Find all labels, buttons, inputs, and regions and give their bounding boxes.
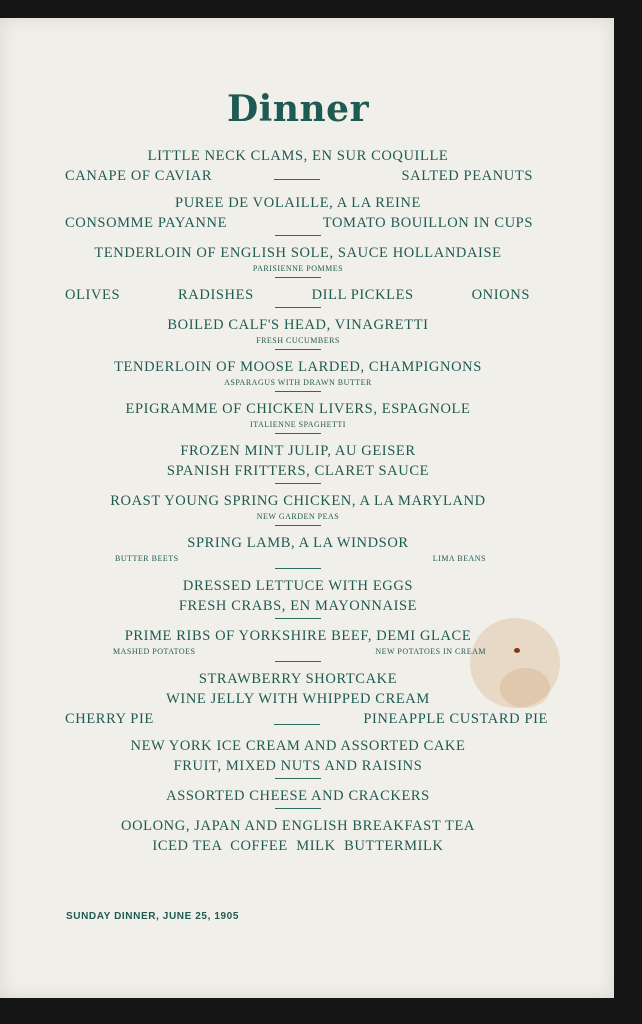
course-12-right: NEW POTATOES IN CREAM bbox=[375, 647, 486, 656]
course-13-right: PINEAPPLE CUSTARD PIE bbox=[363, 711, 548, 727]
course-13-line-2: WINE JELLY WITH WHIPPED CREAM bbox=[166, 691, 430, 707]
course-16-line-2: ICED TEA COFFEE MILK BUTTERMILK bbox=[152, 838, 444, 854]
course-11-line-1: DRESSED LETTUCE WITH EGGS bbox=[182, 578, 414, 594]
course-3-line-1: TENDERLOIN OF ENGLISH SOLE, SAUCE HOLLANDAISE bbox=[94, 245, 502, 261]
course-2-right: TOMATO BOUILLON IN CUPS bbox=[322, 215, 533, 231]
course-1-right: SALTED PEANUTS bbox=[401, 168, 533, 184]
course-7-line-1: EPIGRAMME OF CHICKEN LIVERS, ESPAGNOLE bbox=[125, 401, 471, 417]
course-2-line-1: PUREE DE VOLAILLE, A LA REINE bbox=[175, 195, 421, 211]
course-1-line-1: LITTLE NECK CLAMS, EN SUR COQUILLE bbox=[147, 148, 449, 164]
course-11-line-2: FRESH CRABS, EN MAYONNAISE bbox=[178, 598, 418, 614]
course-7-garnish: ITALIENNE SPAGHETTI bbox=[250, 420, 346, 429]
course-6-garnish: ASPARAGUS WITH DRAWN BUTTER bbox=[224, 378, 372, 387]
course-15-line-1: ASSORTED CHEESE AND CRACKERS bbox=[166, 788, 430, 804]
course-10-line-1: SPRING LAMB, A LA WINDSOR bbox=[187, 535, 409, 551]
divider bbox=[274, 724, 320, 725]
course-16-line-1: OOLONG, JAPAN AND ENGLISH BREAKFAST TEA bbox=[121, 818, 475, 834]
course-13-sides bbox=[58, 709, 548, 729]
course-12-line-1: PRIME RIBS OF YORKSHIRE BEEF, DEMI GLACE bbox=[124, 628, 472, 644]
course-9-garnish: NEW GARDEN PEAS bbox=[256, 512, 340, 521]
course-10-sides bbox=[58, 553, 538, 565]
menu-body bbox=[58, 146, 548, 856]
course-13-line-1: STRAWBERRY SHORTCAKE bbox=[198, 671, 398, 687]
course-4-relishes bbox=[58, 285, 538, 305]
course-14-line-1: NEW YORK ICE CREAM AND ASSORTED CAKE bbox=[130, 738, 466, 754]
course-6-line-1: TENDERLOIN OF MOOSE LARDED, CHAMPIGNONS bbox=[114, 359, 482, 375]
course-5-line-1: BOILED CALF'S HEAD, VINAGRETTI bbox=[167, 317, 429, 333]
menu-title: Dinner bbox=[226, 88, 370, 130]
course-8-line-1: FROZEN MINT JULIP, AU GEISER bbox=[180, 443, 416, 459]
course-10-left: BUTTER BEETS bbox=[115, 554, 179, 563]
course-2-sides bbox=[58, 213, 538, 233]
divider bbox=[274, 179, 320, 180]
relish-item: ONIONS bbox=[471, 287, 530, 303]
course-3-garnish: PARISIENNE POMMES bbox=[252, 264, 344, 273]
course-2-left: CONSOMME PAYANNE bbox=[65, 215, 228, 231]
course-12-sides bbox=[58, 646, 538, 658]
relish-item: RADISHES bbox=[178, 287, 254, 303]
course-5-garnish: FRESH CUCUMBERS bbox=[256, 336, 340, 345]
course-14-line-2: FRUIT, MIXED NUTS AND RAISINS bbox=[173, 758, 423, 774]
course-1-left: CANAPE OF CAVIAR bbox=[65, 168, 213, 184]
course-12-left: MASHED POTATOES bbox=[113, 647, 196, 656]
course-1-sides bbox=[58, 166, 538, 186]
course-8-line-2: SPANISH FRITTERS, CLARET SAUCE bbox=[166, 463, 430, 479]
menu-date-footer: SUNDAY DINNER, JUNE 25, 1905 bbox=[66, 911, 239, 922]
course-9-line-1: ROAST YOUNG SPRING CHICKEN, A LA MARYLAND bbox=[110, 493, 486, 509]
course-13-left: CHERRY PIE bbox=[65, 711, 154, 727]
relish-item: DILL PICKLES bbox=[311, 287, 414, 303]
relish-item: OLIVES bbox=[65, 287, 121, 303]
course-10-right: LIMA BEANS bbox=[432, 554, 486, 563]
